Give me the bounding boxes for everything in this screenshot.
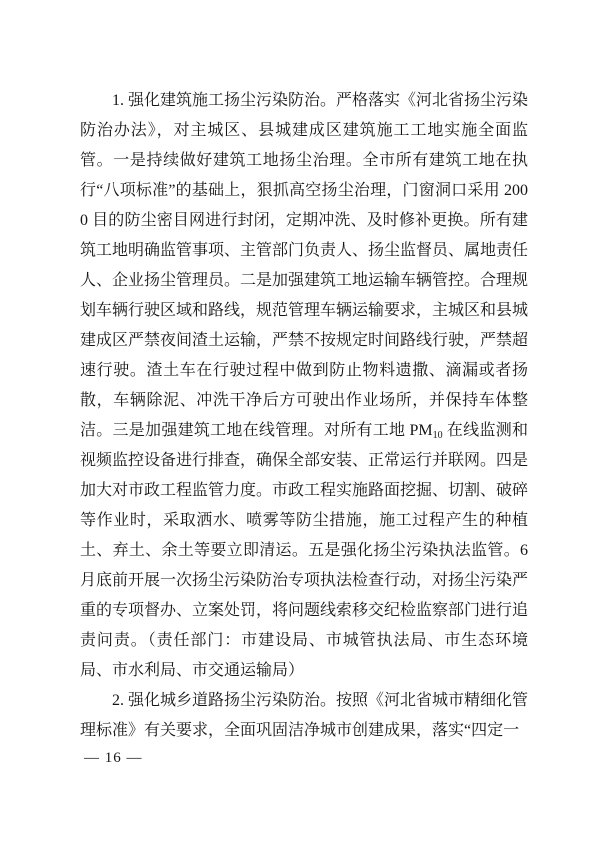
paragraph-2-road-dust xyxy=(80,686,528,746)
body-text: 在线监测和视频监控设备进行排查，确保全部安装、正常运行并联网。四是加大对市政工程监管力度。市政工程实施路面挖掘、切割、破碎等作业时，采取洒水、喷雾等防尘措施，施工过程产生的种植土、弃土、余土等要立即清运。五是强化扬尘污染执法监管。6 月底前开展一次扬尘污染防治专项执法检查行动，对扬尘污染严重的专项督办、立案处罚，将问题线索移交纪检监察部门进行追责问责。（责任部门：市建设局、市城管执法局、市生态环境局、市水利局、市交通运输局） xyxy=(80,422,529,679)
body-text: PM xyxy=(409,422,433,439)
subscript-text: 10 xyxy=(432,430,443,441)
body-text: 1. 强化建筑施工扬尘污染防治。严格落实《河北省扬尘污染防治办法》，对主城区、县城建成区建筑施工工地实施全面监管。一是持续做好建筑工地扬尘治理。全市所有建筑工地在执行“八项标准”的基础上，狠抓高空扬尘治理，门窗洞口采用 2000 目的防尘密目网进行封闭，定期冲洗、及时修补更换。所有建筑工地明确监管事项、主管部门负责人、扬尘监督员、属地责任人、企业扬尘管理员。二是加强建筑工地运输车辆管控。合理规划车辆行驶区域和路线，规范管理车辆运输要求，主城区和县城建成区严禁夜间渣土运输，严禁不按规定时间路线行驶，严禁超速行驶。渣土车在行驶过程中做到防止物料遗撒、滴漏或者扬散，车辆除泥、冲洗干净后方可驶出作业场所，并保持车体整洁。三是加强建筑工地在线管理。对所有工地 xyxy=(80,92,529,439)
page-number: — 16 — xyxy=(84,750,143,766)
body-text: 2. 强化城乡道路扬尘污染防治。按照《河北省城市精细化管理标准》有关要求，全面巩固洁净城市创建成果，落实“四定一 xyxy=(80,692,529,739)
paragraph-1-construction-dust xyxy=(80,86,528,686)
document-body xyxy=(80,86,528,746)
